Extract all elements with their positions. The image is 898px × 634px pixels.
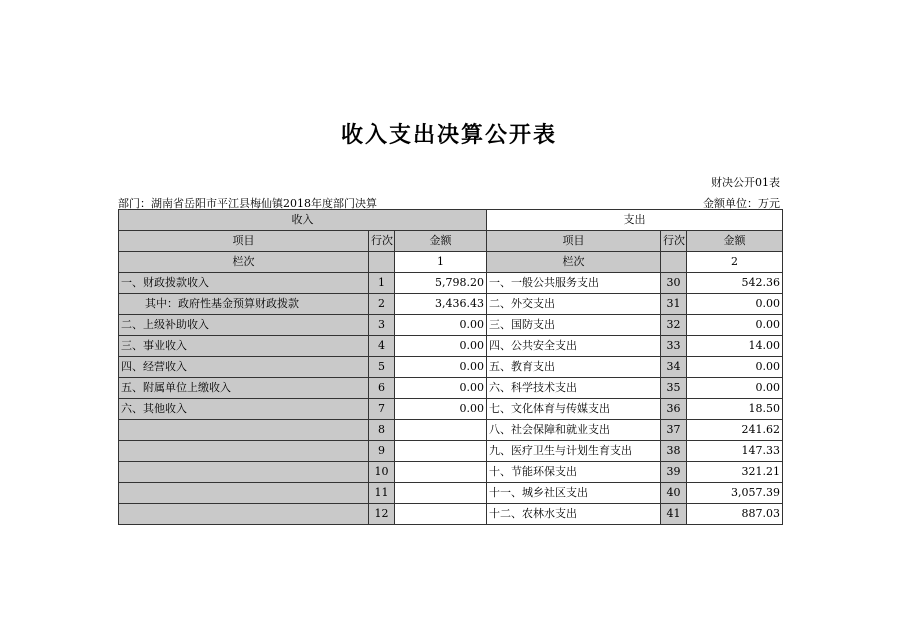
expense-line-cell: 39 xyxy=(661,462,687,483)
form-number: 财决公开01表 xyxy=(711,176,780,189)
income-amount-cell: 3,436.43 xyxy=(395,294,487,315)
income-item-cell: 六、其他收入 xyxy=(119,399,369,420)
expense-item-cell: 七、文化体育与传媒支出 xyxy=(487,399,661,420)
expense-amount-cell: 241.62 xyxy=(687,420,783,441)
table-row xyxy=(119,441,783,462)
income-amount-cell: 0.00 xyxy=(395,336,487,357)
income-amount-cell: 0.00 xyxy=(395,378,487,399)
expense-line-empty xyxy=(661,252,687,273)
expense-item-cell: 四、公共安全支出 xyxy=(487,336,661,357)
income-amount-cell xyxy=(395,441,487,462)
expense-amount-cell: 0.00 xyxy=(687,378,783,399)
income-line-cell: 6 xyxy=(369,378,395,399)
income-line-cell: 5 xyxy=(369,357,395,378)
income-line-cell: 7 xyxy=(369,399,395,420)
expense-item-cell: 五、教育支出 xyxy=(487,357,661,378)
expense-header: 支出 xyxy=(487,210,783,231)
expense-amount-cell: 0.00 xyxy=(687,315,783,336)
expense-amount-header: 金额 xyxy=(687,231,783,252)
table-row xyxy=(119,420,783,441)
income-line-cell: 1 xyxy=(369,273,395,294)
expense-item-cell: 十、节能环保支出 xyxy=(487,462,661,483)
table-row xyxy=(119,294,783,315)
table-row xyxy=(119,378,783,399)
income-item-cell: 三、事业收入 xyxy=(119,336,369,357)
income-line-cell: 12 xyxy=(369,504,395,525)
expense-amount-cell: 3,057.39 xyxy=(687,483,783,504)
income-item-cell xyxy=(119,420,369,441)
income-line-cell: 3 xyxy=(369,315,395,336)
expense-line-cell: 32 xyxy=(661,315,687,336)
income-item-cell xyxy=(119,441,369,462)
income-amount-cell: 0.00 xyxy=(395,315,487,336)
income-expense-table xyxy=(118,209,783,525)
income-line-cell: 4 xyxy=(369,336,395,357)
expense-amount-cell: 321.21 xyxy=(687,462,783,483)
expense-amount-cell: 18.50 xyxy=(687,399,783,420)
income-amount-cell xyxy=(395,462,487,483)
income-line-cell: 11 xyxy=(369,483,395,504)
expense-line-cell: 31 xyxy=(661,294,687,315)
expense-line-cell: 35 xyxy=(661,378,687,399)
page-title: 收入支出决算公开表 xyxy=(340,122,557,148)
income-item-cell xyxy=(119,504,369,525)
table-row xyxy=(119,462,783,483)
income-item-cell xyxy=(119,483,369,504)
income-item-cell: 四、经营收入 xyxy=(119,357,369,378)
table-row xyxy=(119,315,783,336)
table-row xyxy=(119,483,783,504)
expense-item-cell: 三、国防支出 xyxy=(487,315,661,336)
table-row xyxy=(119,273,783,294)
income-column-label: 栏次 xyxy=(119,252,369,273)
expense-line-cell: 37 xyxy=(661,420,687,441)
expense-amount-cell: 542.36 xyxy=(687,273,783,294)
expense-amount-cell: 14.00 xyxy=(687,336,783,357)
unit-label: 金额单位：万元 xyxy=(703,197,780,210)
expense-line-cell: 41 xyxy=(661,504,687,525)
expense-item-cell: 六、科学技术支出 xyxy=(487,378,661,399)
income-amount-header: 金额 xyxy=(395,231,487,252)
expense-amount-cell: 0.00 xyxy=(687,294,783,315)
income-item-cell: 其中：政府性基金预算财政拨款 xyxy=(119,294,369,315)
table-row xyxy=(119,399,783,420)
income-item-header: 项目 xyxy=(119,231,369,252)
expense-line-cell: 33 xyxy=(661,336,687,357)
expense-item-cell: 九、医疗卫生与计划生育支出 xyxy=(487,441,661,462)
income-line-cell: 9 xyxy=(369,441,395,462)
income-item-cell: 五、附属单位上缴收入 xyxy=(119,378,369,399)
header-row-column-numbers xyxy=(119,252,783,273)
header-row-columns xyxy=(119,231,783,252)
expense-item-cell: 十二、农林水支出 xyxy=(487,504,661,525)
income-amount-cell xyxy=(395,483,487,504)
expense-amount-cell: 887.03 xyxy=(687,504,783,525)
department-label: 部门：湖南省岳阳市平江县梅仙镇2018年度部门决算 xyxy=(118,197,377,210)
expense-line-cell: 36 xyxy=(661,399,687,420)
income-line-header: 行次 xyxy=(369,231,395,252)
expense-item-cell: 二、外交支出 xyxy=(487,294,661,315)
expense-item-header: 项目 xyxy=(487,231,661,252)
expense-column-number: 2 xyxy=(687,252,783,273)
income-line-cell: 8 xyxy=(369,420,395,441)
expense-amount-cell: 0.00 xyxy=(687,357,783,378)
income-amount-cell: 0.00 xyxy=(395,357,487,378)
income-item-cell: 一、财政拨款收入 xyxy=(119,273,369,294)
table-row xyxy=(119,504,783,525)
expense-line-cell: 40 xyxy=(661,483,687,504)
expense-item-cell: 十一、城乡社区支出 xyxy=(487,483,661,504)
income-item-cell: 二、上级补助收入 xyxy=(119,315,369,336)
income-amount-cell: 5,798.20 xyxy=(395,273,487,294)
income-line-cell: 2 xyxy=(369,294,395,315)
expense-line-header: 行次 xyxy=(661,231,687,252)
income-column-number: 1 xyxy=(395,252,487,273)
header-row-sections xyxy=(119,210,783,231)
income-amount-cell xyxy=(395,504,487,525)
income-item-cell xyxy=(119,462,369,483)
income-amount-cell: 0.00 xyxy=(395,399,487,420)
expense-line-cell: 30 xyxy=(661,273,687,294)
table-row xyxy=(119,357,783,378)
income-line-cell: 10 xyxy=(369,462,395,483)
income-header: 收入 xyxy=(119,210,487,231)
table-row xyxy=(119,336,783,357)
expense-amount-cell: 147.33 xyxy=(687,441,783,462)
income-line-empty xyxy=(369,252,395,273)
expense-line-cell: 38 xyxy=(661,441,687,462)
expense-column-label: 栏次 xyxy=(487,252,661,273)
expense-item-cell: 一、一般公共服务支出 xyxy=(487,273,661,294)
expense-item-cell: 八、社会保障和就业支出 xyxy=(487,420,661,441)
income-amount-cell xyxy=(395,420,487,441)
expense-line-cell: 34 xyxy=(661,357,687,378)
